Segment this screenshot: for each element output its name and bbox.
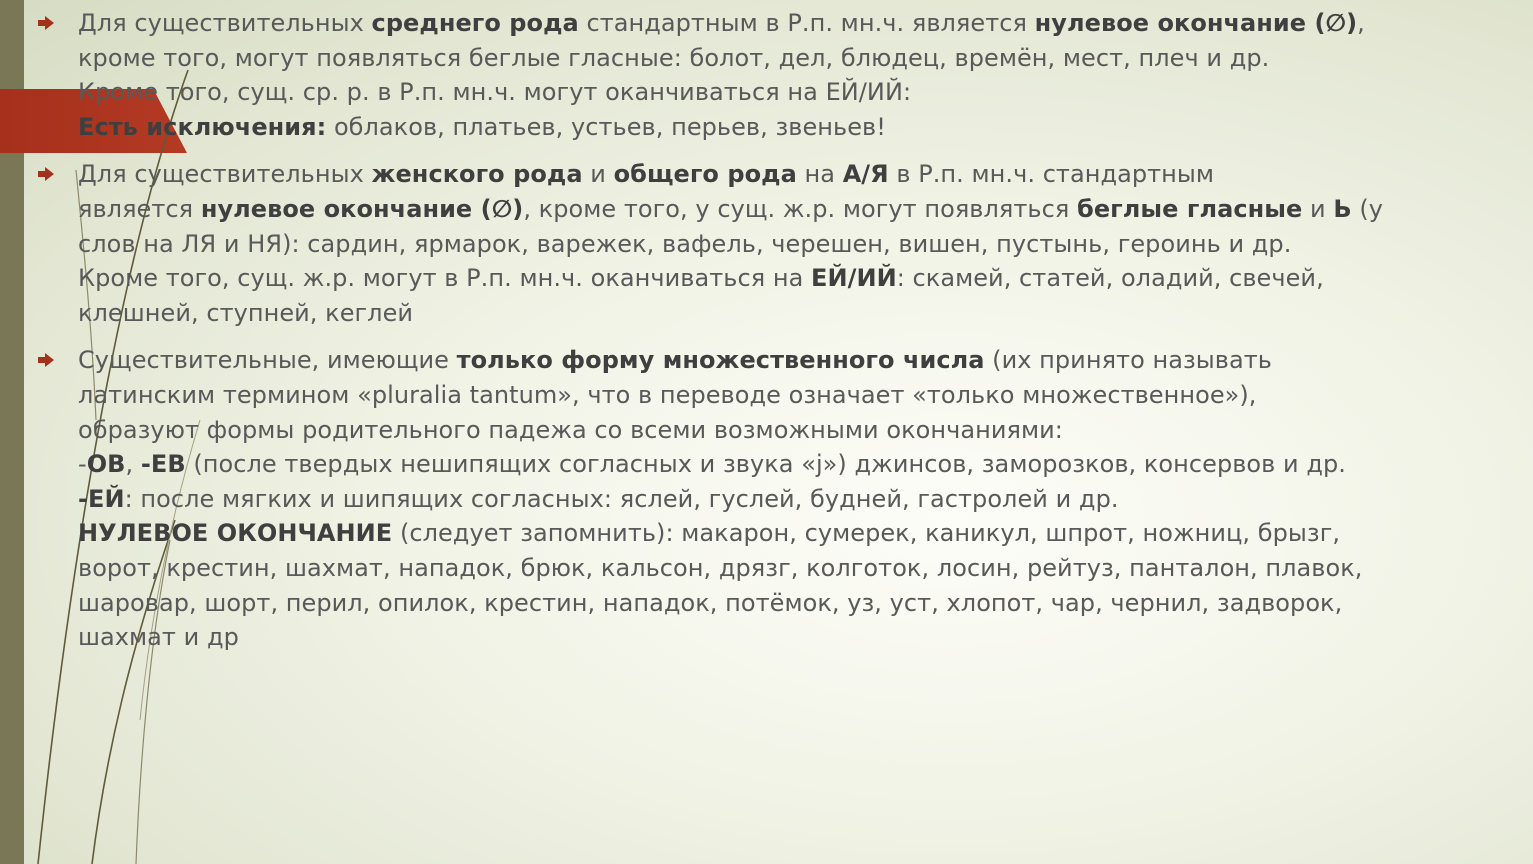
text-run: (после твердых нешипящих согласных и звука «j») джинсов, заморозков, консервов и др.	[185, 450, 1346, 479]
text-run: латинским термином «pluralia tantum», что в переводе означает «только множественное»),	[78, 380, 1257, 409]
text-line	[78, 6, 1516, 41]
slide-content	[36, 6, 1516, 655]
text-run: Для существительных	[78, 160, 372, 189]
text-line	[78, 296, 1516, 331]
text-line	[78, 482, 1516, 517]
bold-text: НУЛЕВОЕ ОКОНЧАНИЕ	[78, 519, 393, 548]
text-run: ,	[125, 450, 141, 479]
text-run: Кроме того, сущ. ж.р. могут в Р.п. мн.ч. оканчиваться на	[78, 264, 812, 293]
bullet-item	[36, 343, 1516, 654]
text-run: Кроме того, сущ. ср. р. в Р.п. мн.ч. могут оканчиваться на ЕЙ/ИЙ:	[78, 78, 912, 107]
bold-text: -ЕЙ	[78, 484, 125, 513]
text-run: шаровар, шорт, перил, опилок, крестин, нападок, потёмок, уз, уст, хлопот, чар, чернил, задворок,	[78, 588, 1343, 617]
bold-text: беглые гласные	[1077, 194, 1303, 223]
bold-text: среднего рода	[371, 9, 579, 37]
text-run: Существительные, имеющие	[78, 346, 457, 375]
text-line	[78, 413, 1516, 448]
text-line	[78, 157, 1516, 192]
text-run: ворот, крестин, шахмат, нападок, брюк, кальсон, дрязг, колготок, лосин, рейтуз, панталон, плавок,	[78, 553, 1363, 582]
text-run: стандартным в Р.п. мн.ч. является	[578, 9, 1035, 37]
text-run: : после мягких и шипящих согласных: яслей, гуслей, будней, гастролей и др.	[124, 484, 1119, 513]
bullet-item	[36, 157, 1516, 330]
text-line	[78, 75, 1516, 110]
bold-text: Ь	[1333, 194, 1352, 223]
text-line	[78, 192, 1516, 227]
bold-text: только форму множественного числа	[456, 346, 985, 375]
text-run: образуют формы родительного падежа со всеми возможными окончаниями:	[78, 415, 1063, 444]
bold-text: нулевое окончание (∅)	[200, 194, 524, 223]
text-run: кроме того, могут появляться беглые гласные: болот, дел, блюдец, времён, мест, плеч и др.	[78, 43, 1270, 72]
text-line	[78, 551, 1516, 586]
text-line	[78, 227, 1516, 262]
bold-text: нулевое окончание (∅)	[1034, 9, 1358, 37]
text-run: облаков, платьев, устьев, перьев, звеньев!	[326, 112, 886, 141]
text-run: слов на ЛЯ и НЯ): сардин, ярмарок, варежек, вафель, черешен, вишен, пустынь, героинь и др.	[78, 229, 1292, 258]
bold-text: женского рода	[371, 160, 583, 189]
text-line	[78, 110, 1516, 145]
bold-text: А/Я	[842, 160, 889, 189]
text-line	[78, 261, 1516, 296]
bold-text: ЕЙ/ИЙ	[811, 264, 897, 293]
text-run: и	[582, 160, 614, 189]
text-run: на	[796, 160, 843, 189]
text-run: и	[1302, 194, 1334, 223]
text-run: ,	[1357, 9, 1365, 37]
text-run: является	[78, 194, 201, 223]
text-run: клешней, ступней, кеглей	[78, 298, 414, 327]
bullet-arrow-icon	[38, 167, 54, 181]
text-line	[78, 378, 1516, 413]
text-line	[78, 343, 1516, 378]
text-run: (у	[1351, 194, 1384, 223]
text-run: : скамей, статей, оладий, свечей,	[896, 264, 1324, 293]
text-run: шахмат и др	[78, 623, 239, 652]
bullet-item	[36, 6, 1516, 144]
text-run: , кроме того, у сущ. ж.р. могут появляться	[523, 194, 1078, 223]
bold-text: Есть исключения:	[78, 112, 327, 141]
bullet-arrow-icon	[38, 353, 54, 367]
bold-text: общего рода	[613, 160, 797, 189]
text-line	[78, 516, 1516, 551]
text-run: Для существительных	[78, 9, 372, 37]
bold-text: -ЕВ	[140, 450, 186, 479]
text-run: (их принято называть	[984, 346, 1272, 375]
text-line	[78, 586, 1516, 621]
text-run: -	[78, 450, 87, 479]
text-line	[78, 447, 1516, 482]
text-line	[78, 620, 1516, 655]
text-run: в Р.п. мн.ч. стандартным	[888, 160, 1215, 189]
bold-text: ОВ	[86, 450, 126, 479]
text-line	[78, 41, 1516, 76]
text-run: (следует запомнить): макарон, сумерек, каникул, шпрот, ножниц, брызг,	[392, 519, 1341, 548]
bullet-arrow-icon	[38, 16, 54, 30]
